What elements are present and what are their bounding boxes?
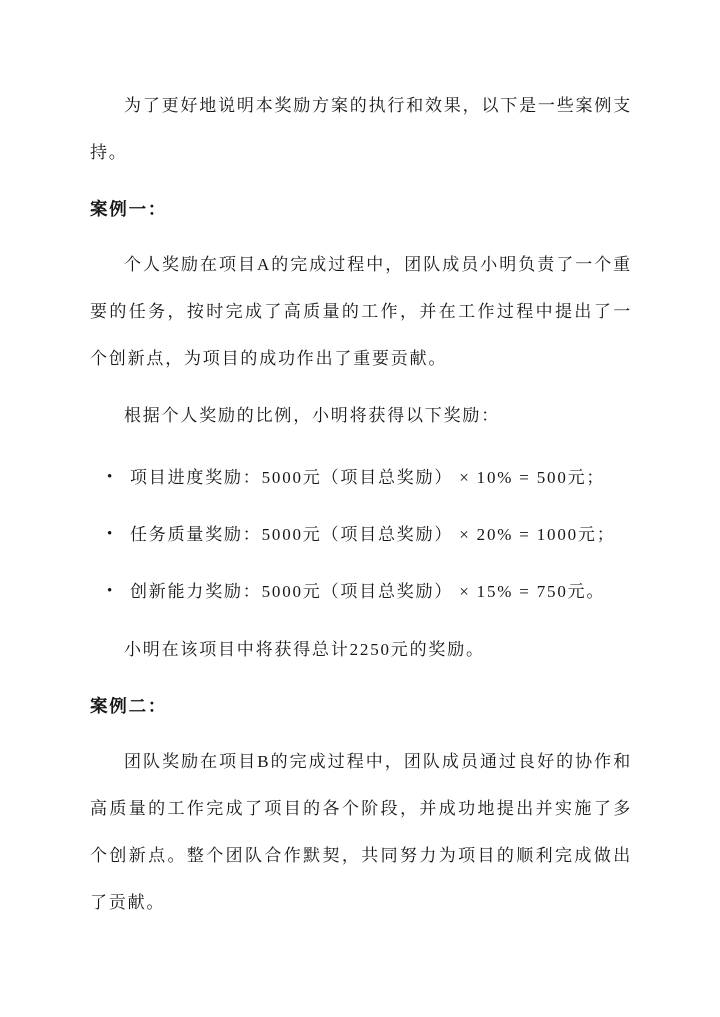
case1-heading: 案例一： xyxy=(90,199,168,219)
case2-paragraph-1: 团队奖励在项目B的完成过程中，团队成员通过良好的协作和高质量的工作完成了项目的各个阶段，并成功地提出并实施了多个创新点。整个团队合作默契，共同努力为项目的顺利完成做出了贡献。 xyxy=(90,752,632,912)
case1-paragraph-1: 个人奖励在项目A的完成过程中，团队成员小明负责了一个重要的任务，按时完成了高质量的工作，并在工作过程中提出了一个创新点，为项目的成功作出了重要贡献。 xyxy=(90,255,632,368)
case1-paragraph-2: 根据个人奖励的比例，小明将获得以下奖励： xyxy=(124,406,500,425)
list-item-innovation-reward: • 创新能力奖励：5000元（项目总奖励） × 15% = 750元。 xyxy=(90,563,632,620)
case2-heading: 案例二： xyxy=(90,696,168,716)
case1-total-paragraph: 小明在该项目中将获得总计2250元的奖励。 xyxy=(124,640,485,659)
list-item-quality-reward: • 任务质量奖励：5000元（项目总奖励） × 20% = 1000元； xyxy=(90,506,632,563)
intro-paragraph: 为了更好地说明本奖励方案的执行和效果，以下是一些案例支持。 xyxy=(90,96,632,162)
case1-reward-list xyxy=(90,449,632,620)
list-item-progress-reward: • 项目进度奖励：5000元（项目总奖励） × 10% = 500元； xyxy=(90,449,632,506)
